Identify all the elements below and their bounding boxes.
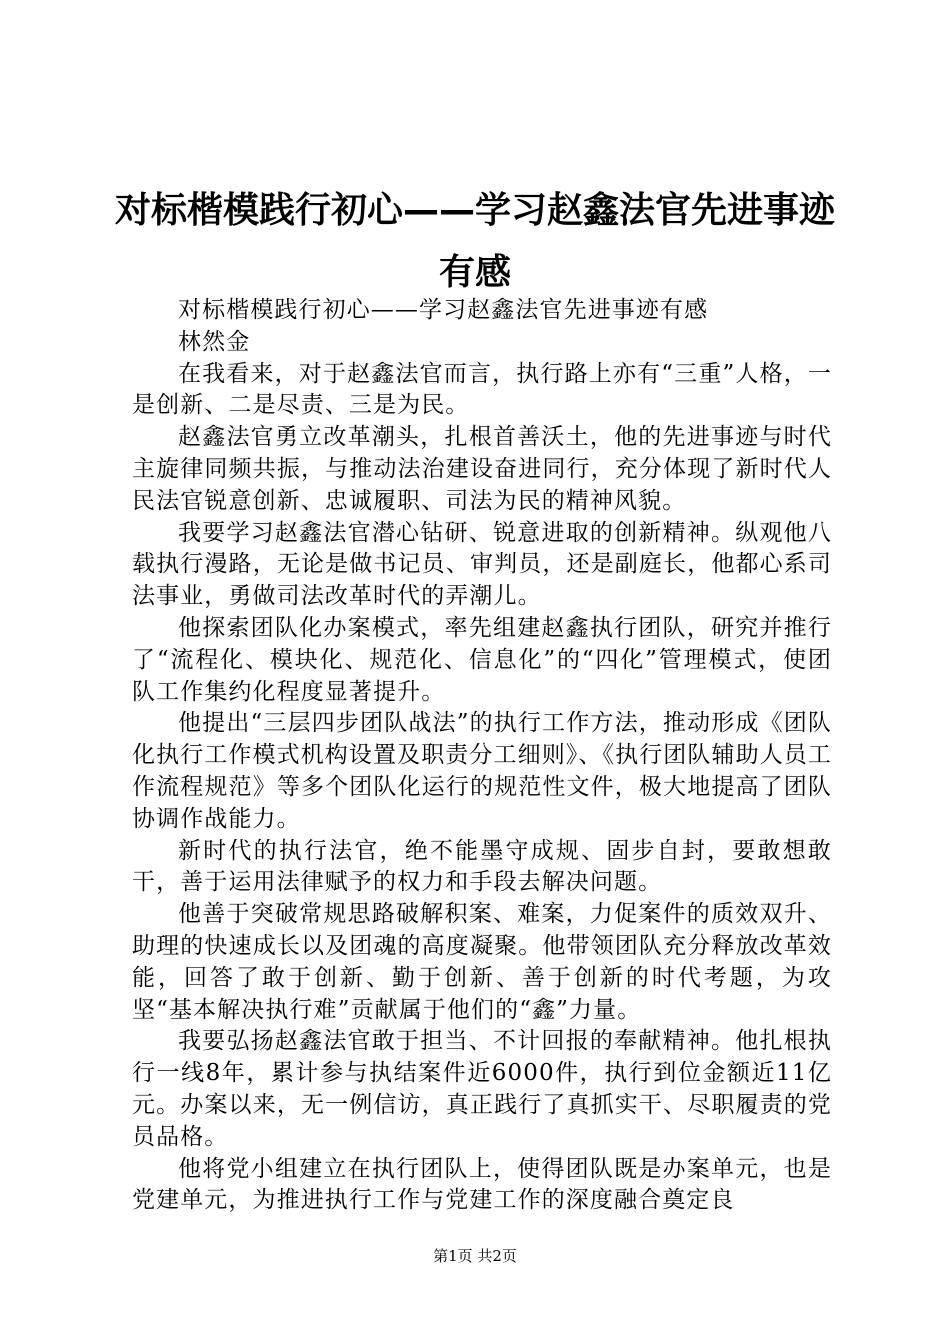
document-title: 对标楷模践行初心——学习赵鑫法官先进事迹有感: [114, 190, 835, 293]
paragraph: 他善于突破常规思路破解积案、难案，力促案件的质效双升、助理的快速成长以及团魂的高度凝聚。他带领团队充分释放改革效能，回答了敢于创新、勤于创新、善于创新的时代考题，为攻坚“基本解决执行难”贡献属于他们的“鑫”力量。: [132, 901, 832, 1023]
paragraph: 他探索团队化办案模式，率先组建赵鑫执行团队，研究并推行了“流程化、模块化、规范化、信息化”的“四化”管理模式，使团队工作集约化程度显著提升。: [132, 614, 832, 705]
paragraph: 他提出“三层四步团队战法”的执行工作方法，推动形成《团队化执行工作模式机构设置及职责分工细则》、《执行团队辅助人员工作流程规范》等多个团队化运行的规范性文件，极大地提高了团队协调作战能力。: [132, 710, 832, 832]
paragraph: 对标楷模践行初心——学习赵鑫法官先进事迹有感: [178, 297, 709, 323]
paragraph: 新时代的执行法官，绝不能墨守成规、固步自封，要敢想敢干，善于运用法律赋予的权力和手段去解决问题。: [132, 837, 832, 896]
paragraph: 在我看来，对于赵鑫法官而言，执行路上亦有“三重”人格，一是创新、二是尽责、三是为民。: [132, 360, 832, 419]
paragraph: 他将党小组建立在执行团队上，使得团队既是办案单元，也是党建单元，为推进执行工作与党建工作的深度融合奠定良: [132, 1155, 832, 1214]
paragraph: 我要弘扬赵鑫法官敢于担当、不计回报的奉献精神。他扎根执行一线8年，累计参与执结案件近6000件，执行到位金额近11亿元。办案以来，无一例信访，真正践行了真抓实干、尽职履责的党员品格。: [132, 1028, 832, 1150]
paragraph: 我要学习赵鑫法官潜心钻研、锐意进取的创新精神。纵观他八载执行漫路，无论是做书记员、审判员，还是副庭长，他都心系司法事业，勇做司法改革时代的弄潮儿。: [132, 519, 832, 610]
document-body: [132, 295, 832, 1217]
author-line: 林然金: [178, 328, 251, 355]
paragraph: 赵鑫法官勇立改革潮头，扎根首善沃土，他的先进事迹与时代主旋律同频共振，与推动法治建设奋进同行，充分体现了新时代人民法官锐意创新、忠诚履职、司法为民的精神风貌。: [132, 424, 832, 514]
page-footer: 第1页 共2页: [433, 1247, 517, 1265]
